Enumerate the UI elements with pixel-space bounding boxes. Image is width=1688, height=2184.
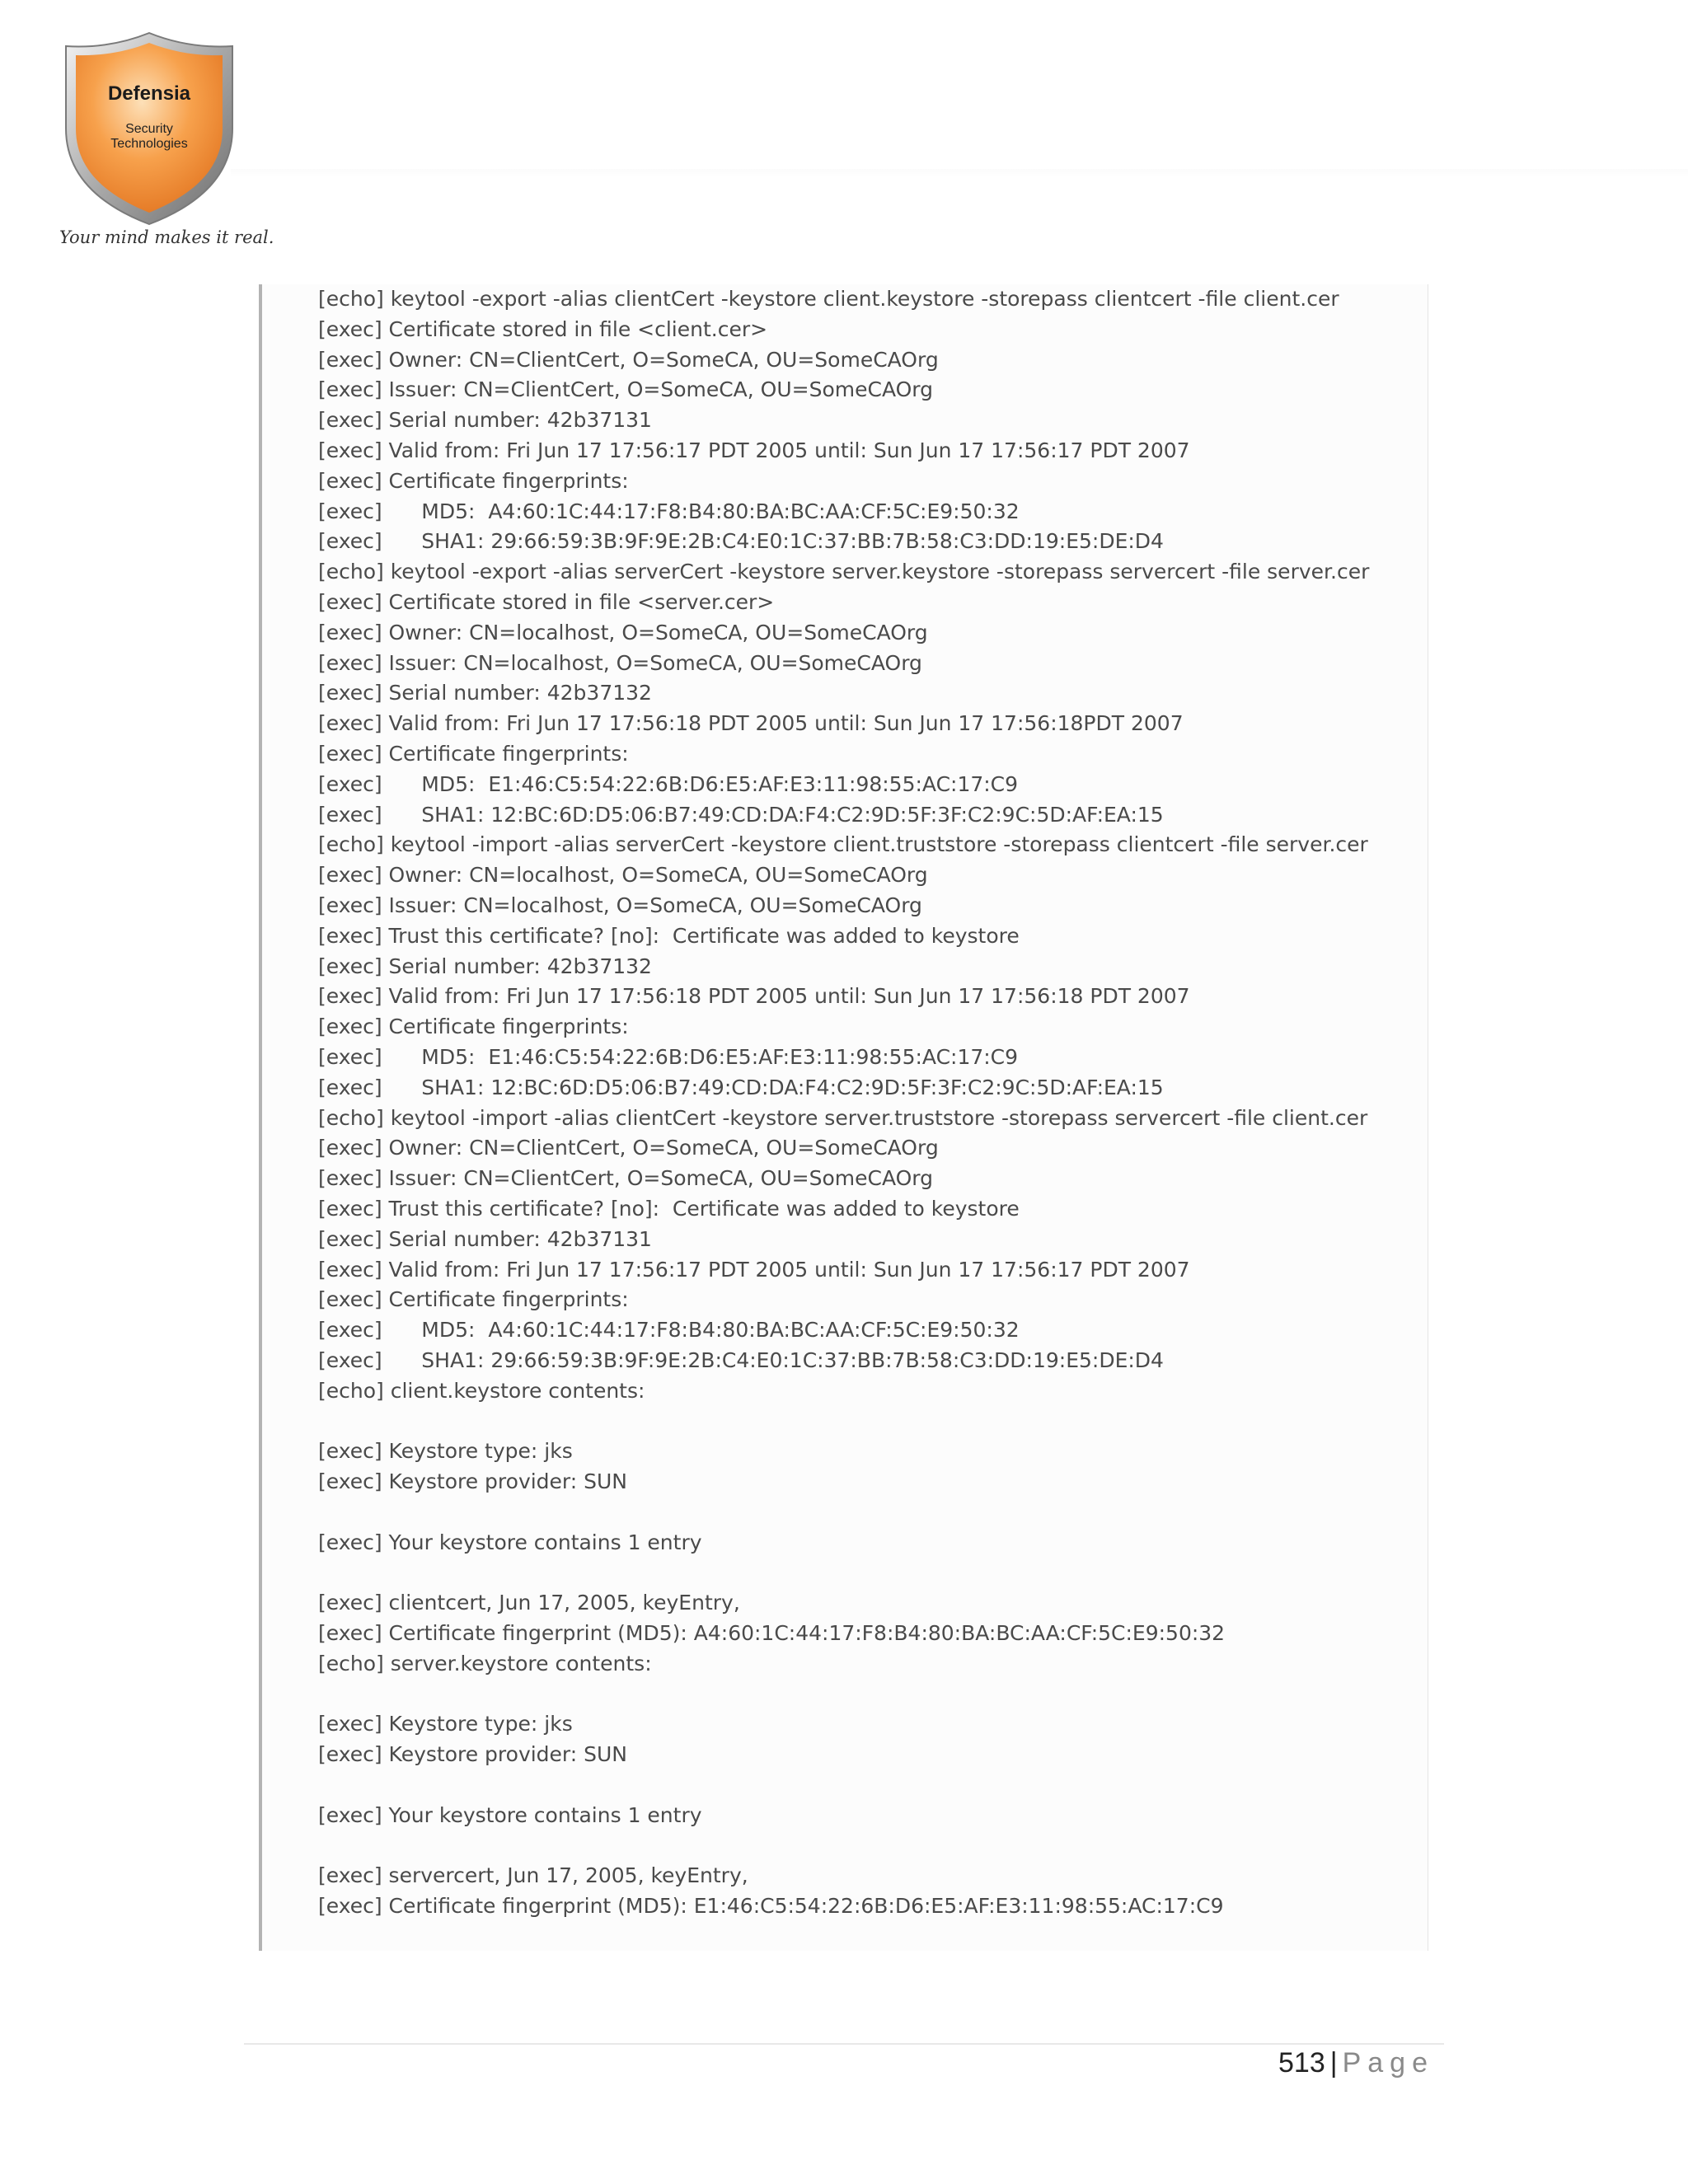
code-line: [exec] Valid from: Fri Jun 17 17:56:17 PDT 2005 until: Sun Jun 17 17:56:17 PDT 2007: [318, 438, 1190, 462]
code-line: [exec] SHA1: 29:66:59:3B:9F:9E:2B:C4:E0:1C:37:BB:7B:58:C3:DD:19:E5:DE:D4: [318, 529, 1164, 554]
code-line: [exec] MD5: E1:46:C5:54:22:6B:D6:E5:AF:E3:11:98:55:AC:17:C9: [318, 1044, 1019, 1069]
code-line: [318, 1680, 1369, 1710]
code-line: [exec] MD5: A4:60:1C:44:17:F8:B4:80:BA:BC:AA:CF:5C:E9:50:32: [318, 1318, 1020, 1343]
code-line: [exec] MD5: A4:60:1C:44:17:F8:B4:80:BA:BC:AA:CF:5C:E9:50:32: [318, 499, 1020, 523]
code-line: [exec] Keystore provider: SUN: [318, 1742, 628, 1767]
code-line: [exec] MD5: E1:46:C5:54:22:6B:D6:E5:AF:E3:11:98:55:AC:17:C9: [318, 771, 1019, 796]
logo-name: Defensia: [107, 82, 191, 105]
code-line: [exec] Issuer: CN=ClientCert, O=SomeCA, OU=SomeCAOrg: [318, 377, 933, 402]
code-line: [exec] Keystore type: jks: [318, 1712, 573, 1736]
page-footer: [1278, 2047, 1434, 2079]
code-line: [exec] Keystore provider: SUN: [318, 1469, 628, 1494]
code-line: [echo] keytool -import -alias serverCert -keystore client.truststore -storepass clientcert -file server.cer: [318, 832, 1368, 857]
code-line: [exec] Valid from: Fri Jun 17 17:56:17 PDT 2005 until: Sun Jun 17 17:56:17 PDT 2007: [318, 1257, 1190, 1282]
code-line: [exec] Trust this certificate? [no]: Certificate was added to keystore: [318, 923, 1020, 948]
code-line: [exec] Certificate fingerprint (MD5): A4:60:1C:44:17:F8:B4:80:BA:BC:AA:CF:5C:E9:50:32: [318, 1621, 1226, 1646]
code-line: [exec] Issuer: CN=localhost, O=SomeCA, OU=SomeCAOrg: [318, 650, 922, 675]
code-line: [exec] SHA1: 29:66:59:3B:9F:9E:2B:C4:E0:1C:37:BB:7B:58:C3:DD:19:E5:DE:D4: [318, 1347, 1164, 1372]
page-number: 513: [1278, 2047, 1325, 2079]
code-line: [exec] Certificate stored in file <client.cer>: [318, 316, 768, 341]
logo-subtitle-line1: Security: [125, 122, 173, 136]
code-line: [exec] clientcert, Jun 17, 2005, keyEntry,: [318, 1591, 740, 1615]
company-logo: [54, 30, 244, 260]
page-label: Page: [1342, 2047, 1434, 2079]
code-line: [exec] Valid from: Fri Jun 17 17:56:18 PDT 2005 until: Sun Jun 17 17:56:18PDT 2007: [318, 711, 1184, 736]
code-lines: [318, 284, 1369, 1922]
code-line: [exec] Certificate fingerprints:: [318, 1287, 629, 1312]
code-line: [exec] Certificate fingerprints:: [318, 1015, 629, 1039]
code-line: [exec] Owner: CN=localhost, O=SomeCA, OU=SomeCAOrg: [318, 620, 928, 644]
footer-rule: [244, 2043, 1444, 2045]
code-line: [echo] keytool -import -alias clientCert -keystore server.truststore -storepass servercert -file client.cer: [318, 1105, 1368, 1130]
code-line: [exec] Your keystore contains 1 entry: [318, 1530, 702, 1554]
logo-subtitle: [54, 122, 244, 152]
code-line: [exec] Serial number: 42b37132: [318, 954, 652, 978]
code-line: [exec] Issuer: CN=localhost, O=SomeCA, OU=SomeCAOrg: [318, 893, 922, 917]
code-line: [exec] Valid from: Fri Jun 17 17:56:18 PDT 2005 until: Sun Jun 17 17:56:18 PDT 2007: [318, 984, 1190, 1009]
code-line: [exec] Certificate fingerprint (MD5): E1:46:C5:54:22:6B:D6:E5:AF:E3:11:98:55:AC:17:C9: [318, 1894, 1224, 1919]
code-line: [echo] keytool -export -alias serverCert -keystore server.keystore -storepass servercert -file server.cer: [318, 560, 1370, 584]
code-line: [echo] client.keystore contents:: [318, 1378, 645, 1403]
code-line: [exec] Owner: CN=ClientCert, O=SomeCA, OU=SomeCAOrg: [318, 1136, 939, 1160]
code-line: [exec] Certificate stored in file <server.cer>: [318, 589, 775, 614]
code-line: [exec] SHA1: 12:BC:6D:D5:06:B7:49:CD:DA:F4:C2:9D:5F:3F:C2:9C:5D:AF:EA:15: [318, 1075, 1164, 1099]
code-line: [318, 1406, 1369, 1436]
code-line: [318, 1770, 1369, 1801]
code-line: [exec] Serial number: 42b37131: [318, 408, 652, 433]
code-line: [exec] Trust this certificate? [no]: Certificate was added to keystore: [318, 1196, 1020, 1221]
code-line: [exec] SHA1: 12:BC:6D:D5:06:B7:49:CD:DA:F4:C2:9D:5F:3F:C2:9C:5D:AF:EA:15: [318, 802, 1164, 827]
code-line: [exec] Serial number: 42b37131: [318, 1226, 652, 1251]
footer-separator: |: [1329, 2047, 1338, 2079]
code-line: [exec] Certificate fingerprints:: [318, 468, 629, 493]
header-band: [231, 169, 1688, 177]
code-line: [exec] Keystore type: jks: [318, 1439, 573, 1464]
code-line: [318, 1558, 1369, 1588]
logo-tagline: Your mind makes it real.: [59, 227, 274, 247]
code-line: [318, 1497, 1369, 1528]
code-line: [exec] Certificate fingerprints:: [318, 741, 629, 766]
code-line: [exec] Your keystore contains 1 entry: [318, 1802, 702, 1827]
code-line: [318, 1831, 1369, 1862]
code-line: [exec] Issuer: CN=ClientCert, O=SomeCA, OU=SomeCAOrg: [318, 1166, 933, 1191]
code-line: [exec] Owner: CN=localhost, O=SomeCA, OU=SomeCAOrg: [318, 863, 928, 888]
code-line: [exec] Owner: CN=ClientCert, O=SomeCA, OU=SomeCAOrg: [318, 347, 939, 372]
logo-subtitle-line2: Technologies: [110, 137, 188, 151]
code-line: [echo] server.keystore contents:: [318, 1651, 652, 1675]
code-line: [echo] keytool -export -alias clientCert -keystore client.keystore -storepass clientcert -file client.cer: [318, 287, 1339, 311]
code-line: [exec] servercert, Jun 17, 2005, keyEntry,: [318, 1863, 748, 1888]
code-line: [exec] Serial number: 42b37132: [318, 681, 652, 705]
